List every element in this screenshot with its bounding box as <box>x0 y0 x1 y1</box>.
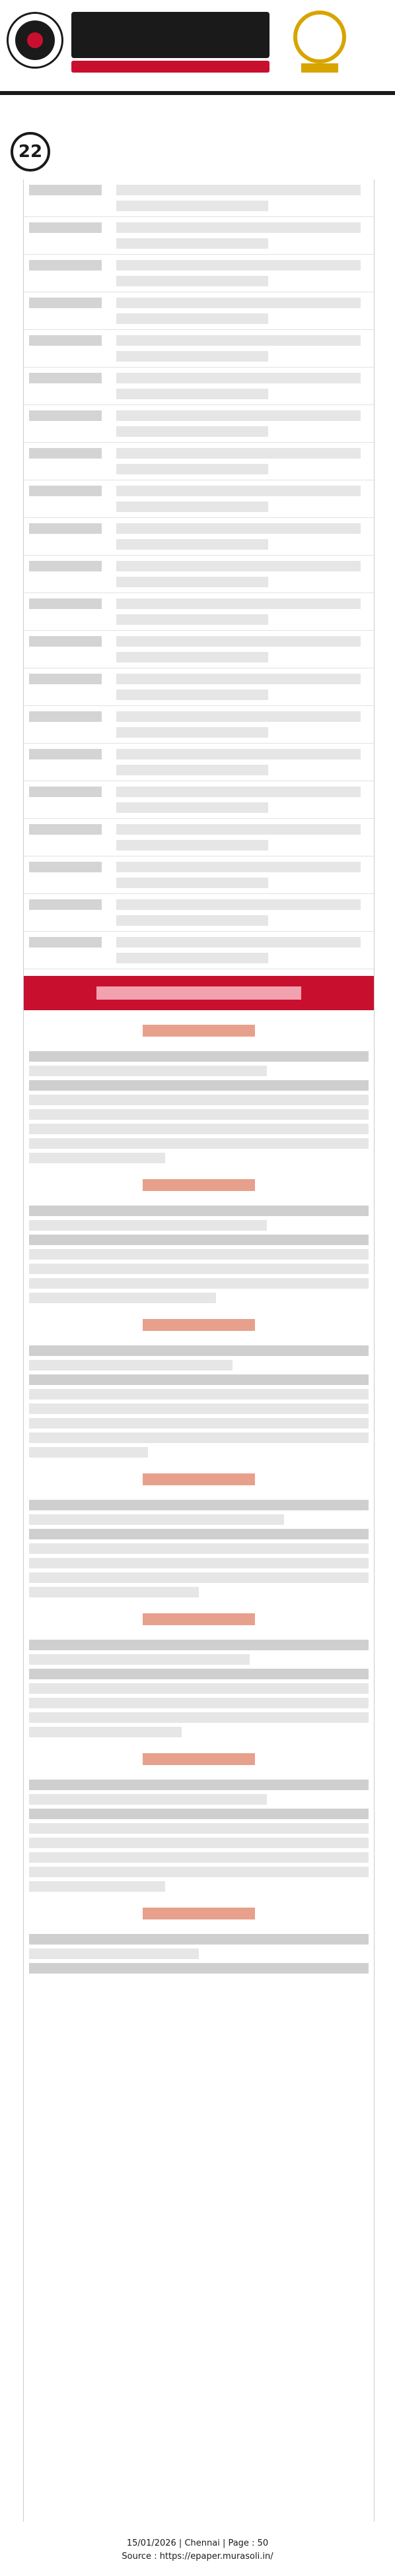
footer-source: Source : https://epaper.murasoli.in/ <box>122 2552 273 2561</box>
list-item <box>24 368 374 405</box>
list-item <box>24 819 374 856</box>
list-item <box>24 330 374 368</box>
list-item <box>24 668 374 706</box>
list-item <box>24 744 374 781</box>
list-item <box>24 405 374 443</box>
list-item <box>24 781 374 819</box>
newspaper-title-logo <box>71 12 269 58</box>
office-bearer-block <box>24 1632 374 1745</box>
list-item <box>24 443 374 480</box>
list-item <box>24 556 374 593</box>
office-bearer-block <box>24 1043 374 1171</box>
ward-heading <box>24 1465 374 1492</box>
list-item <box>24 292 374 330</box>
list-item <box>24 593 374 631</box>
header-rule <box>0 91 395 95</box>
ward-heading <box>24 1605 374 1632</box>
emblem-logo <box>7 12 63 69</box>
ward-heading <box>24 1745 374 1772</box>
list-item <box>24 856 374 894</box>
ward-heading <box>24 1171 374 1198</box>
list-item <box>24 480 374 518</box>
list-item <box>24 706 374 744</box>
page-footer <box>0 2532 395 2572</box>
list-item <box>24 518 374 556</box>
ward-heading <box>24 1017 374 1043</box>
content-column <box>23 179 375 2522</box>
section-band <box>24 976 374 1010</box>
office-bearer-block <box>24 1198 374 1311</box>
masthead <box>0 0 395 86</box>
footer-dateline: 15/01/2026 | Chennai | Page : 50 <box>126 2538 269 2548</box>
masthead-tagline <box>61 4 206 11</box>
title-stripe <box>71 61 269 73</box>
office-bearer-block <box>24 1492 374 1605</box>
list-item <box>24 179 374 217</box>
page-number: 22 <box>18 142 43 162</box>
list-item <box>24 932 374 969</box>
list-item <box>24 631 374 668</box>
list-item <box>24 217 374 255</box>
ward-heading <box>24 1900 374 1926</box>
office-bearer-block <box>24 1926 374 1981</box>
office-bearer-block <box>24 1772 374 1900</box>
list-item <box>24 255 374 292</box>
page-number-badge <box>11 132 50 172</box>
office-bearer-block <box>24 1337 374 1465</box>
ward-heading <box>24 1311 374 1337</box>
list-item <box>24 894 374 932</box>
anniversary-emblem <box>288 5 351 77</box>
